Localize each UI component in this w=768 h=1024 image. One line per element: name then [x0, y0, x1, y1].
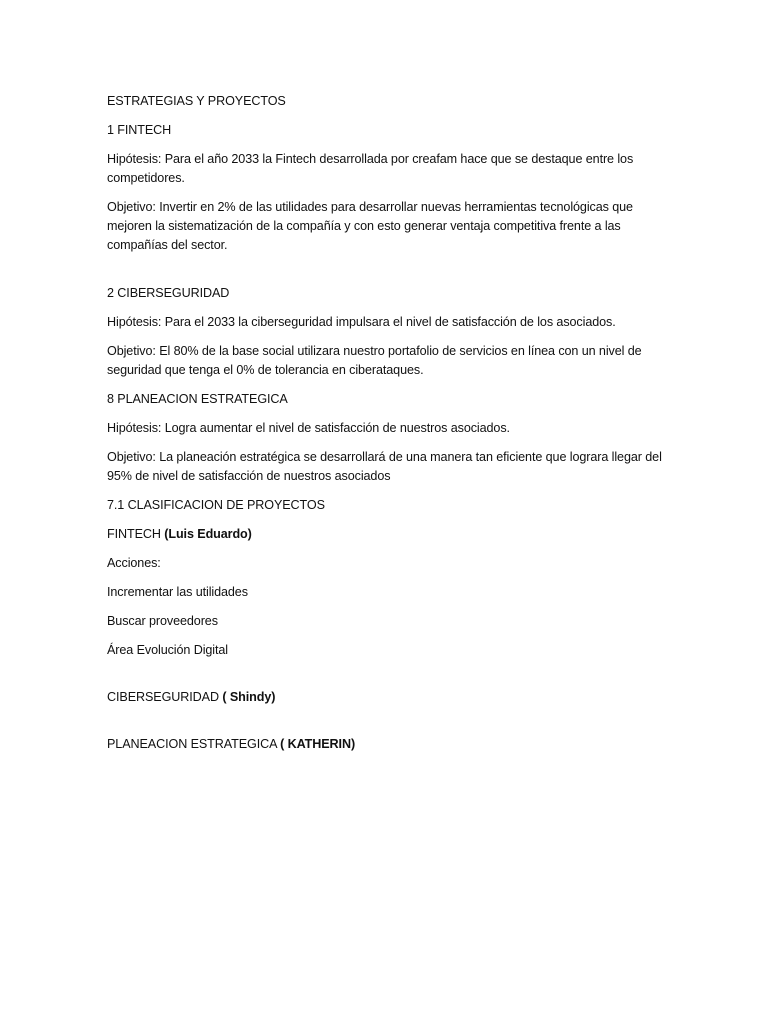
project-name: CIBERSEGURIDAD — [107, 690, 223, 704]
section-objective-planeacion: Objetivo: La planeación estratégica se desarrollará de una manera tan eficiente que lograra llegar del 95% de nivel de satisfacción de nuestros asociados — [107, 450, 662, 483]
action-item: Buscar proveedores — [107, 614, 218, 628]
action-item: Incrementar las utilidades — [107, 585, 248, 599]
section-hypothesis-fintech: Hipótesis: Para el año 2033 la Fintech desarrollada por creafam hace que se destaque entre los competidores. — [107, 152, 634, 185]
section-heading-planeacion: 8 PLANEACION ESTRATEGICA — [107, 392, 288, 406]
section-hypothesis-planeacion: Hipótesis: Logra aumentar el nivel de satisfacción de nuestros asociados. — [107, 421, 510, 435]
project-fintech — [107, 525, 667, 544]
project-owner: ( KATHERIN) — [280, 737, 356, 751]
section-hypothesis-ciberseguridad: Hipótesis: Para el 2033 la ciberseguridad impulsara el nivel de satisfacción de los asociados. — [107, 315, 616, 329]
project-owner: ( Shindy) — [222, 690, 276, 704]
section-objective-fintech: Objetivo: Invertir en 2% de las utilidades para desarrollar nuevas herramientas tecnológicas que mejoren la sistematización de la compañía y con esto generar ventaja competitiva frente a las compañías del sector. — [107, 200, 633, 252]
document-title: ESTRATEGIAS Y PROYECTOS — [107, 94, 286, 108]
section-heading-ciberseguridad: 2 CIBERSEGURIDAD — [107, 286, 230, 300]
project-owner: (Luis Eduardo) — [164, 527, 252, 541]
actions-label: Acciones: — [107, 556, 161, 570]
action-item: Área Evolución Digital — [107, 643, 229, 657]
project-name: FINTECH — [107, 527, 165, 541]
document-body — [107, 92, 667, 764]
section-heading-fintech: 1 FINTECH — [107, 123, 172, 137]
project-name: PLANEACION ESTRATEGICA — [107, 737, 281, 751]
project-planeacion — [107, 735, 667, 754]
section-objective-ciberseguridad: Objetivo: El 80% de la base social utilizara nuestro portafolio de servicios en línea con un nivel de seguridad que tenga el 0% de tolerancia en ciberataques. — [107, 344, 642, 377]
project-ciberseguridad — [107, 688, 667, 707]
classification-heading: 7.1 CLASIFICACION DE PROYECTOS — [107, 498, 325, 512]
